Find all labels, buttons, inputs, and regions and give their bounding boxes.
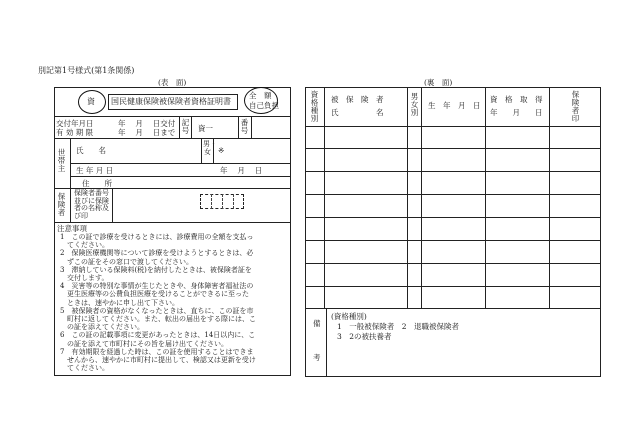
note-line: 更生医療等の公費負担医療を受けることができるに至った: [60, 290, 249, 299]
number-label: 番号: [240, 118, 249, 135]
remarks-title: (資格種別): [331, 312, 367, 321]
notes-title: 注意事項: [57, 224, 87, 233]
symbol-label: 記号: [181, 118, 190, 135]
issue-date-value: 年 月 日交付: [118, 119, 176, 128]
certificate-title: 国民健康保険被保険者資格証明書: [111, 97, 231, 106]
note-line: の証を添えてください。: [60, 323, 144, 332]
col-qualification-type: 資格種別: [310, 90, 319, 123]
col-insured-header-2: 氏 名: [331, 108, 384, 117]
back-side-label: (裏 面): [424, 78, 453, 87]
col-insurer-seal: 保険者印: [571, 90, 580, 123]
issue-date-label: 交付年月日: [56, 119, 94, 128]
note-line: 町村に返してください。また、転出の届出をする際には、こ: [60, 315, 256, 323]
symbol-value: 資一: [198, 124, 213, 133]
birth-date-value: 年 月 日: [220, 166, 263, 175]
valid-until-value: 年 月 日まで: [118, 128, 176, 137]
col-acquisition-header: 資 格 取 得: [490, 95, 543, 104]
note-line: 交付します。: [60, 274, 109, 282]
birth-date-label: 生 年 月 日: [76, 166, 114, 175]
col-insured-header-1: 被 保 険 者: [331, 95, 384, 104]
note-line: てください。: [60, 364, 109, 373]
note-line: 2 保険医療機関等について診療を受けようとするときは、必: [60, 249, 254, 258]
householder-label: 世帯主: [57, 148, 66, 173]
front-side-label: (表 面): [158, 78, 187, 87]
title-circled-char: 資: [87, 97, 95, 106]
note-line: 6 この証の記載事項に変更があったときは、14日以内に、こ: [60, 331, 256, 340]
insurer-label: 保険者: [57, 192, 66, 217]
note-line: 7 有効期限を経過した時は、この証を使用することはできま: [60, 347, 254, 356]
remarks-line-2: 3 2の被扶養者: [337, 332, 392, 341]
name-label: 氏 名: [76, 146, 106, 155]
sex-label: 男・女: [203, 140, 217, 156]
remarks-label-char: 考: [313, 353, 321, 362]
insurer-field-2: 並びに保険: [74, 196, 109, 205]
note-line: せんから、速やかに市町村に提出して、検認又は更新を受け: [60, 356, 256, 364]
burden-label-2: 自己負担: [249, 101, 279, 110]
form-title: 別記第1号様式(第1条関係): [38, 66, 135, 75]
note-line: 4 災害等の特別な事情が生じたときや、身体障害者福祉法の: [60, 282, 254, 291]
note-line: の証を添えて市町村にその旨を届け出てください。: [60, 339, 228, 348]
note-line: ずこの証をその窓口で渡してください。: [60, 257, 193, 266]
note-line: 5 被保険者の資格がなくなったときは、直ちに、この証を市: [60, 306, 254, 315]
col-sex: 男女別: [410, 92, 419, 117]
note-line: てください。: [60, 241, 109, 250]
valid-until-label: 有 効 期 限: [56, 128, 94, 137]
insurer-field-1: 保険者番号: [74, 189, 109, 197]
note-line: 3 滞納している保険料(税)を納付したときは、被保険者証を: [60, 265, 252, 274]
col-acquisition-date: 年 月 日: [490, 108, 543, 117]
address-label: 住 所: [82, 179, 112, 188]
remarks-label-char: 備: [313, 319, 321, 328]
burden-label-1: 全 額: [249, 91, 272, 100]
insurer-field-3: 者の名称及: [74, 204, 109, 213]
note-line: 1 この証で診療を受けるときには、診療費用の全額を支払っ: [60, 233, 254, 241]
col-birth-date: 生 年 月 日: [428, 101, 481, 110]
note-line: ときは、速やかに申し出て下さい。: [60, 298, 179, 307]
insurer-field-4: び印: [74, 211, 88, 220]
note-mark: ※: [218, 146, 225, 155]
remarks-line-1: 1 一般被保険者 2 退職被保険者: [337, 322, 460, 331]
